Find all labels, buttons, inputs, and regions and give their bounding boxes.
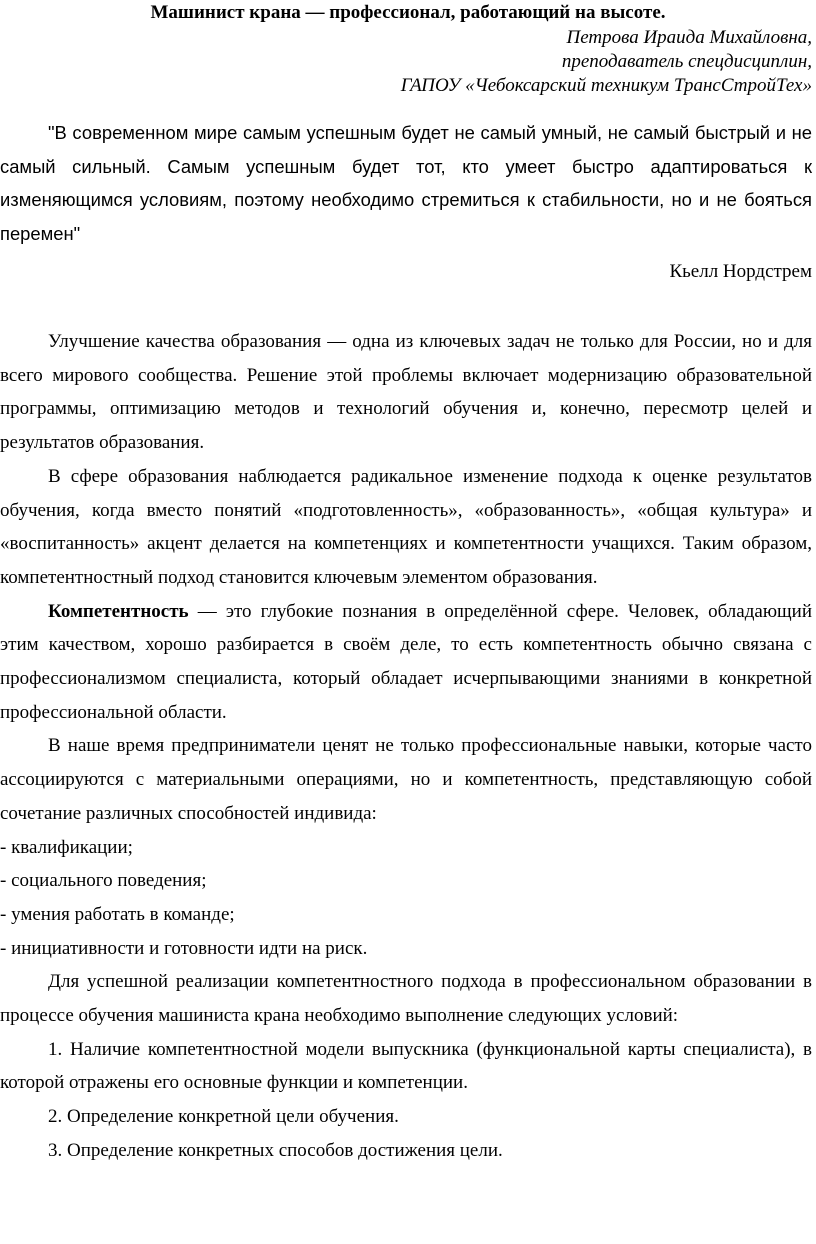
numbered-item: 3. Определение конкретных способов достижения цели. bbox=[48, 1139, 503, 1161]
paragraph-education-quality: Улучшение качества образования — одна из ключевых задач не только для России, но и для всего мирового сообщества. Решение этой проблемы включает модернизацию образовательной программы, оптимизацию методов и технологий обучения и, конечно, пересмотр целей и результатов образования. bbox=[0, 331, 812, 454]
epigraph-author: Кьелл Нордстрем bbox=[669, 261, 812, 282]
paragraph-competence-definition bbox=[0, 595, 812, 730]
paragraph-competence-approach: В сфере образования наблюдается радикальное изменение подхода к оценке результатов обучения, когда вместо понятий «подготовленность», «образованность», «общая культура» и «воспитанность» акцент делается на компетенциях и компетентности учащихся. Таким образом, компетентностный подход становится ключевым элементом образования. bbox=[0, 465, 812, 588]
definition-term: Компетентность bbox=[48, 600, 189, 622]
numbered-item: 1. Наличие компетентностной модели выпускника (функциональной карты специалиста), в которой отражены его основные функции и компетенции. bbox=[0, 1038, 812, 1094]
definition-text: — это глубокие познания в определённой сфере. Человек, обладающий этим качеством, хорошо разбирается в своём деле, то есть компетентность обычно связана с профессионализмом специалиста, который обладает исчерпывающими знаниями в конкретной профессиональной области. bbox=[0, 600, 812, 723]
document-title: Машинист крана — профессионал, работающий на высоте. bbox=[150, 2, 666, 23]
author-position: преподаватель спецдисциплин, bbox=[561, 51, 812, 72]
numbered-item: 2. Определение конкретной цели обучения. bbox=[48, 1106, 399, 1128]
list-item: - умения работать в команде; bbox=[0, 903, 235, 925]
paragraph-conditions-intro: Для успешной реализации компетентностного подхода в профессиональном образовании в процессе обучения машиниста крана необходимо выполнение следующих условий: bbox=[0, 971, 812, 1027]
author-name: Петрова Ираида Михайловна, bbox=[566, 27, 812, 48]
document-body bbox=[0, 325, 812, 1168]
paragraph-abilities-intro: В наше время предприниматели ценят не только профессиональные навыки, которые часто ассоциируются с материальными операциями, но и компетентность, представляющую собой сочетание различных способностей индивида: bbox=[0, 735, 812, 824]
list-item: - инициативности и готовности идти на риск. bbox=[0, 937, 368, 959]
list-item: - квалификации; bbox=[0, 836, 133, 858]
epigraph-quote: "В современном мире самым успешным будет не самый умный, не самый быстрый и не самый сильный. Самым успешным будет тот, кто умеет быстро адаптироваться к изменяющимся условиям, поэтому необходимо стремиться к стабильности, но и не бояться перемен" bbox=[0, 122, 812, 245]
author-organization: ГАПОУ «Чебоксарский техникум ТрансСтройТех» bbox=[400, 75, 812, 96]
list-item: - социального поведения; bbox=[0, 870, 207, 892]
